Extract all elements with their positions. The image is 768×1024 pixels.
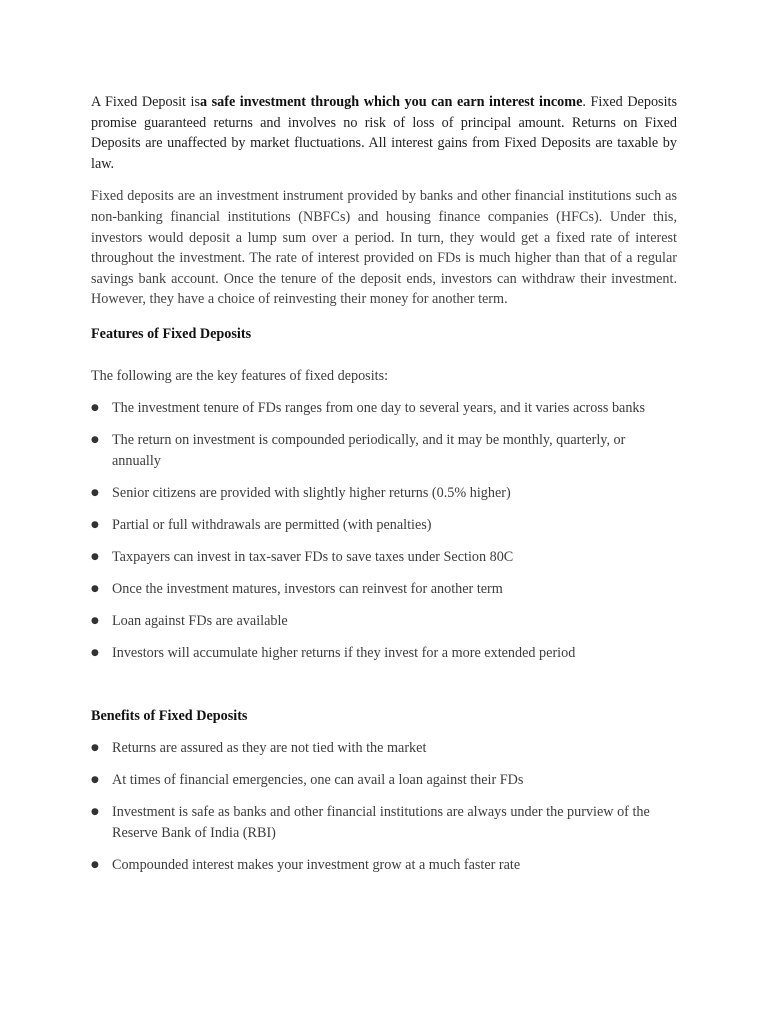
list-item-text: Taxpayers can invest in tax-saver FDs to save taxes under Section 80C — [112, 548, 514, 565]
bullet-icon: ● — [91, 435, 99, 446]
description-paragraph: Fixed deposits are an investment instrument provided by banks and other financial institutions such as non-banking financial institutions (NBFCs) and housing finance companies (HFCs). Under this, investors would deposit a lump sum over a period. In turn, they would get a fixed rate of interest throughout the investment. The rate of interest provided on FDs is much higher than that of a regular savings bank account. Once the tenure of the deposit ends, investors can withdraw their investment. However, they have a choice of reinvesting their money for another term. — [91, 188, 677, 308]
bullet-icon: ● — [91, 742, 99, 753]
list-item-text: Investment is safe as banks and other financial institutions are always under the purview of the Reserve Bank of India (RBI) — [112, 803, 650, 841]
intro-emphasis: a safe investment through which you can earn interest income — [200, 94, 583, 110]
list-item — [91, 643, 677, 664]
list-item-text: Compounded interest makes your investment grow at a much faster rate — [112, 856, 521, 873]
list-item — [91, 547, 677, 568]
list-item — [91, 430, 677, 471]
list-item-text: Returns are assured as they are not tied with the market — [112, 739, 427, 756]
intro-suffix: . Fixed Deposits promise guaranteed returns and involves no risk of loss of principal amount. Returns on Fixed Deposits are unaffected by market fluctuations. All interest gains from Fixed Deposits are taxable by law. — [91, 94, 677, 172]
list-item-text: Once the investment matures, investors can reinvest for another term — [112, 581, 503, 597]
list-item-text: The investment tenure of FDs ranges from one day to several years, and it varies across banks — [112, 399, 646, 416]
list-item-text: Senior citizens are provided with slightly higher returns (0.5% higher) — [112, 484, 511, 501]
bullet-icon: ● — [91, 551, 99, 562]
bullet-icon: ● — [91, 774, 99, 785]
list-item-text: At times of financial emergencies, one can avail a loan against their FDs — [112, 771, 524, 788]
bullet-icon: ● — [91, 806, 99, 817]
list-item — [91, 483, 677, 504]
bullet-icon: ● — [91, 487, 99, 498]
benefits-heading: Benefits of Fixed Deposits — [91, 707, 248, 724]
list-item-text: Investors will accumulate higher returns if they invest for a more extended period — [112, 645, 576, 662]
list-item-text: Loan against FDs are available — [112, 613, 288, 630]
list-item — [91, 802, 677, 843]
list-item — [91, 611, 677, 632]
features-heading: Features of Fixed Deposits — [91, 325, 252, 342]
intro-prefix: A Fixed Deposit is — [91, 94, 200, 110]
list-item — [91, 855, 677, 876]
features-list — [91, 398, 677, 664]
features-lead: The following are the key features of fixed deposits: — [91, 367, 389, 384]
bullet-icon: ● — [91, 584, 99, 594]
bullet-icon: ● — [91, 616, 99, 627]
list-item-text: The return on investment is compounded periodically, and it may be monthly, quarterly, or annually — [112, 432, 626, 469]
intro-paragraph — [91, 92, 677, 174]
list-item — [91, 579, 677, 600]
document-content — [91, 92, 677, 875]
list-item — [91, 515, 677, 536]
list-item — [91, 770, 677, 791]
bullet-icon: ● — [91, 859, 99, 870]
bullet-icon: ● — [91, 648, 99, 659]
list-item — [91, 398, 677, 419]
list-item-text: Partial or full withdrawals are permitted (with penalties) — [112, 516, 432, 533]
list-item — [91, 738, 677, 759]
benefits-list — [91, 738, 677, 875]
bullet-icon: ● — [91, 519, 99, 530]
bullet-icon: ● — [91, 402, 99, 413]
